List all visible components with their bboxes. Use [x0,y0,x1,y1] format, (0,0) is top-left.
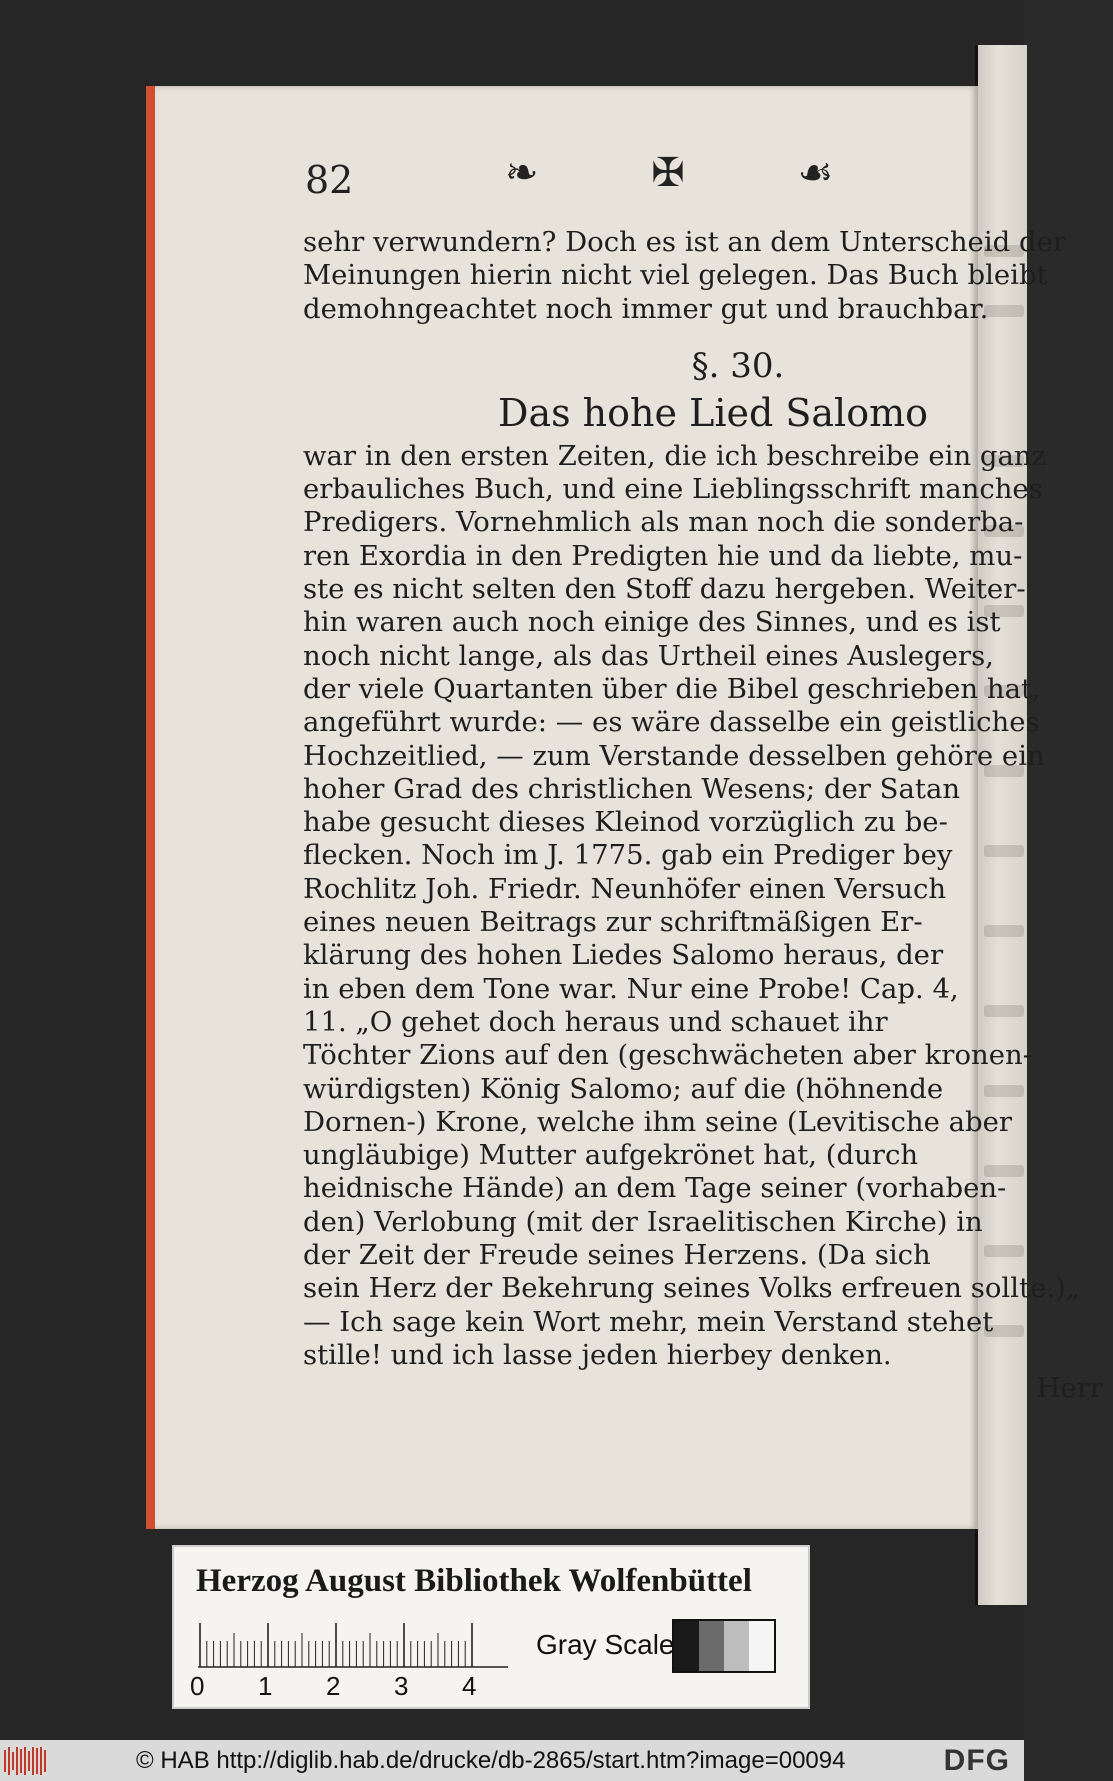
text-line: demohngeachtet noch immer gut und brauchbar. [303,292,989,325]
text-line: hin waren auch noch einige des Sinnes, und es ist [303,606,1001,639]
text-line: ungläubige) Mutter aufgekrönet hat, (durch [303,1139,919,1172]
text-line: angeführt wurde: — es wäre dasselbe ein geistliches [303,706,1040,739]
grayscale-swatch [674,1621,699,1671]
ruler-number: 0 [190,1671,205,1701]
page-body-text [303,226,1113,1406]
grayscale-swatch [749,1621,774,1671]
page-number: 82 [305,158,354,202]
text-line: erbauliches Buch, und eine Lieblingsschrift manches [303,473,1043,506]
text-line: ste es nicht selten den Stoff dazu hergeben. Weiter- [303,573,1026,606]
text-line: würdigsten) König Salomo; auf die (höhnende [303,1072,944,1105]
text-line: der viele Quartanten über die Bibel geschrieben hat, [303,672,1041,705]
text-line: Dornen-) Krone, welche ihm seine (Levitische aber [303,1105,1012,1138]
text-line: Meinungen hierin nicht viel gelegen. Das Buch bleibt [303,259,1048,292]
viewer-footer [0,1740,1024,1781]
text-line: hoher Grad des christlichen Wesens; der Satan [303,772,961,805]
text-line: 11. „O gehet doch heraus und schauet ihr [303,1005,888,1038]
text-line: heidnische Hände) an dem Tage seiner (vorhaben- [303,1172,1007,1205]
text-line: in eben dem Tone war. Nur eine Probe! Cap. 4, [303,972,959,1005]
ruler-number: 4 [462,1671,477,1701]
text-line: klärung des hohen Liedes Salomo heraus, der [303,939,944,972]
text-line: sein Herz der Bekehrung seines Volks erfreuen sollte.)„ [303,1272,1081,1305]
section-number: §. 30. [691,345,785,386]
book-page [146,86,1103,1529]
ruler-number: 2 [326,1671,341,1701]
section-title: Das hohe Lied Salomo [497,390,928,435]
text-line: eines neuen Beitrags zur schriftmäßigen Er- [303,906,923,939]
barcode-icon [4,1746,48,1776]
text-line: sehr verwundern? Doch es ist an dem Unterscheid der [303,226,1066,258]
text-line: stille! und ich lasse jeden hierbey denken. [303,1338,892,1371]
grayscale-swatches [672,1619,776,1673]
grayscale-swatch [724,1621,749,1671]
text-line: Rochlitz Joh. Friedr. Neunhöfer einen Versuch [303,872,947,905]
text-line: Töchter Zions auf den (geschwächeten aber kronen- [303,1039,1032,1072]
text-line: der Zeit der Freude seines Herzens. (Da sich [303,1239,931,1272]
text-line: flecken. Noch im J. 1775. gab ein Prediger bey [303,839,953,872]
header-ornament: ❧ ✠ ☙ [505,150,884,196]
ruler-scale [198,1619,508,1669]
dfg-logo: DFG [943,1744,1010,1777]
catchword: Herr [1036,1372,1103,1405]
ruler-number: 1 [258,1671,273,1701]
ruler-number: 3 [394,1671,409,1701]
text-line: war in den ersten Zeiten, die ich beschreibe ein ganz [303,439,1047,472]
grayscale-swatch [699,1621,724,1671]
text-line: — Ich sage kein Wort mehr, mein Verstand stehet [303,1305,994,1338]
color-calibration-bar [172,1545,810,1709]
text-line: noch nicht lange, als das Urtheil eines Auslegers, [303,639,994,672]
text-line: Hochzeitlied, — zum Verstande desselben gehöre ein [303,739,1045,772]
library-name: Herzog August Bibliothek Wolfenbüttel [196,1563,752,1599]
text-line: habe gesucht dieses Kleinod vorzüglich zu be- [303,806,948,839]
text-line: Predigers. Vornehmlich als man noch die sonderba- [303,506,1024,539]
text-line: den) Verlobung (mit der Israelitischen Kirche) in [303,1205,983,1238]
text-line: ren Exordia in den Predigten hie und da liebte, mu- [303,539,1023,572]
grayscale-label: Gray Scale [536,1629,675,1660]
footer-credit-link[interactable]: © HAB http://diglib.hab.de/drucke/db-2865/start.htm?image=00094 [136,1746,846,1774]
